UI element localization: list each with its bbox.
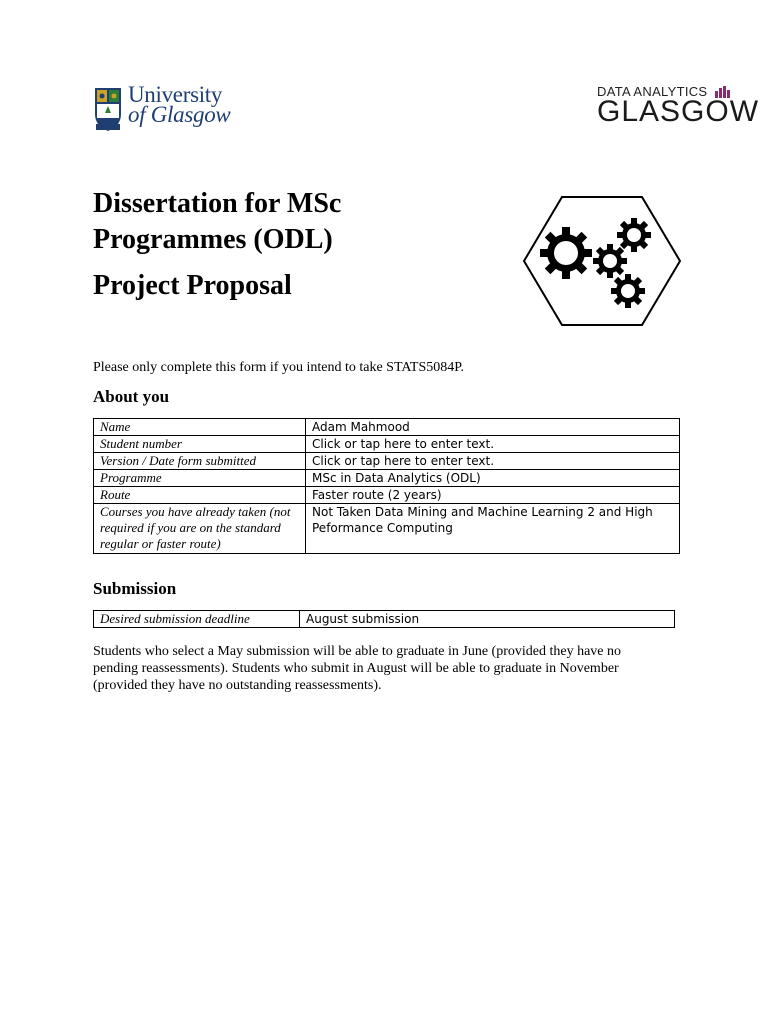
courses-taken-label: Courses you have already taken (not required if you are on the standard regular or faster route) bbox=[94, 504, 306, 554]
programme-label: Programme bbox=[94, 470, 306, 487]
submission-note: Students who select a May submission will be able to graduate in June (provided they have no pending reassessments). Students who submit in August will be able to graduate in November (provided they have no outstanding reassessments). bbox=[93, 644, 622, 693]
uog-logo-line2: of Glasgow bbox=[128, 102, 231, 127]
uog-logo-line1: University bbox=[128, 82, 223, 107]
deadline-label: Desired submission deadline bbox=[94, 611, 300, 628]
intro-text: Please only complete this form if you intend to take STATS5084P. bbox=[93, 360, 465, 375]
route-label: Route bbox=[94, 487, 306, 504]
about-heading: About you bbox=[93, 387, 170, 406]
version-date-label: Version / Date form submitted bbox=[94, 453, 306, 470]
table-row bbox=[94, 419, 680, 436]
title-line-1: Dissertation for MSc bbox=[93, 188, 342, 219]
submission-heading: Submission bbox=[93, 579, 177, 598]
name-field[interactable]: Adam Mahmood bbox=[306, 419, 680, 436]
version-date-field[interactable]: Click or tap here to enter text. bbox=[306, 453, 680, 470]
programme-field[interactable]: MSc in Data Analytics (ODL) bbox=[306, 470, 680, 487]
table-row bbox=[94, 504, 680, 554]
table-row bbox=[94, 487, 680, 504]
student-number-label: Student number bbox=[94, 436, 306, 453]
page-title bbox=[93, 186, 493, 258]
dag-logo-main: GLASGOW bbox=[597, 95, 760, 128]
table-row bbox=[94, 611, 675, 628]
student-number-field[interactable]: Click or tap here to enter text. bbox=[306, 436, 680, 453]
table-row bbox=[94, 470, 680, 487]
about-table bbox=[93, 418, 680, 554]
route-field[interactable]: Faster route (2 years) bbox=[306, 487, 680, 504]
courses-taken-field[interactable]: Not Taken Data Mining and Machine Learning 2 and High Peformance Computing bbox=[306, 504, 680, 554]
table-row bbox=[94, 436, 680, 453]
name-label: Name bbox=[94, 419, 306, 436]
university-of-glasgow-logo bbox=[93, 82, 243, 134]
gears-icon bbox=[522, 195, 682, 327]
title-line-2: Programmes (ODL) bbox=[93, 224, 333, 255]
university-crest-icon bbox=[93, 86, 123, 132]
table-row bbox=[94, 453, 680, 470]
dag-logo-top: DATA ANALYTICS bbox=[597, 84, 708, 99]
page-subtitle: Project Proposal bbox=[93, 270, 292, 301]
submission-table bbox=[93, 610, 675, 628]
deadline-field[interactable]: August submission bbox=[300, 611, 675, 628]
data-analytics-glasgow-logo bbox=[597, 84, 768, 128]
